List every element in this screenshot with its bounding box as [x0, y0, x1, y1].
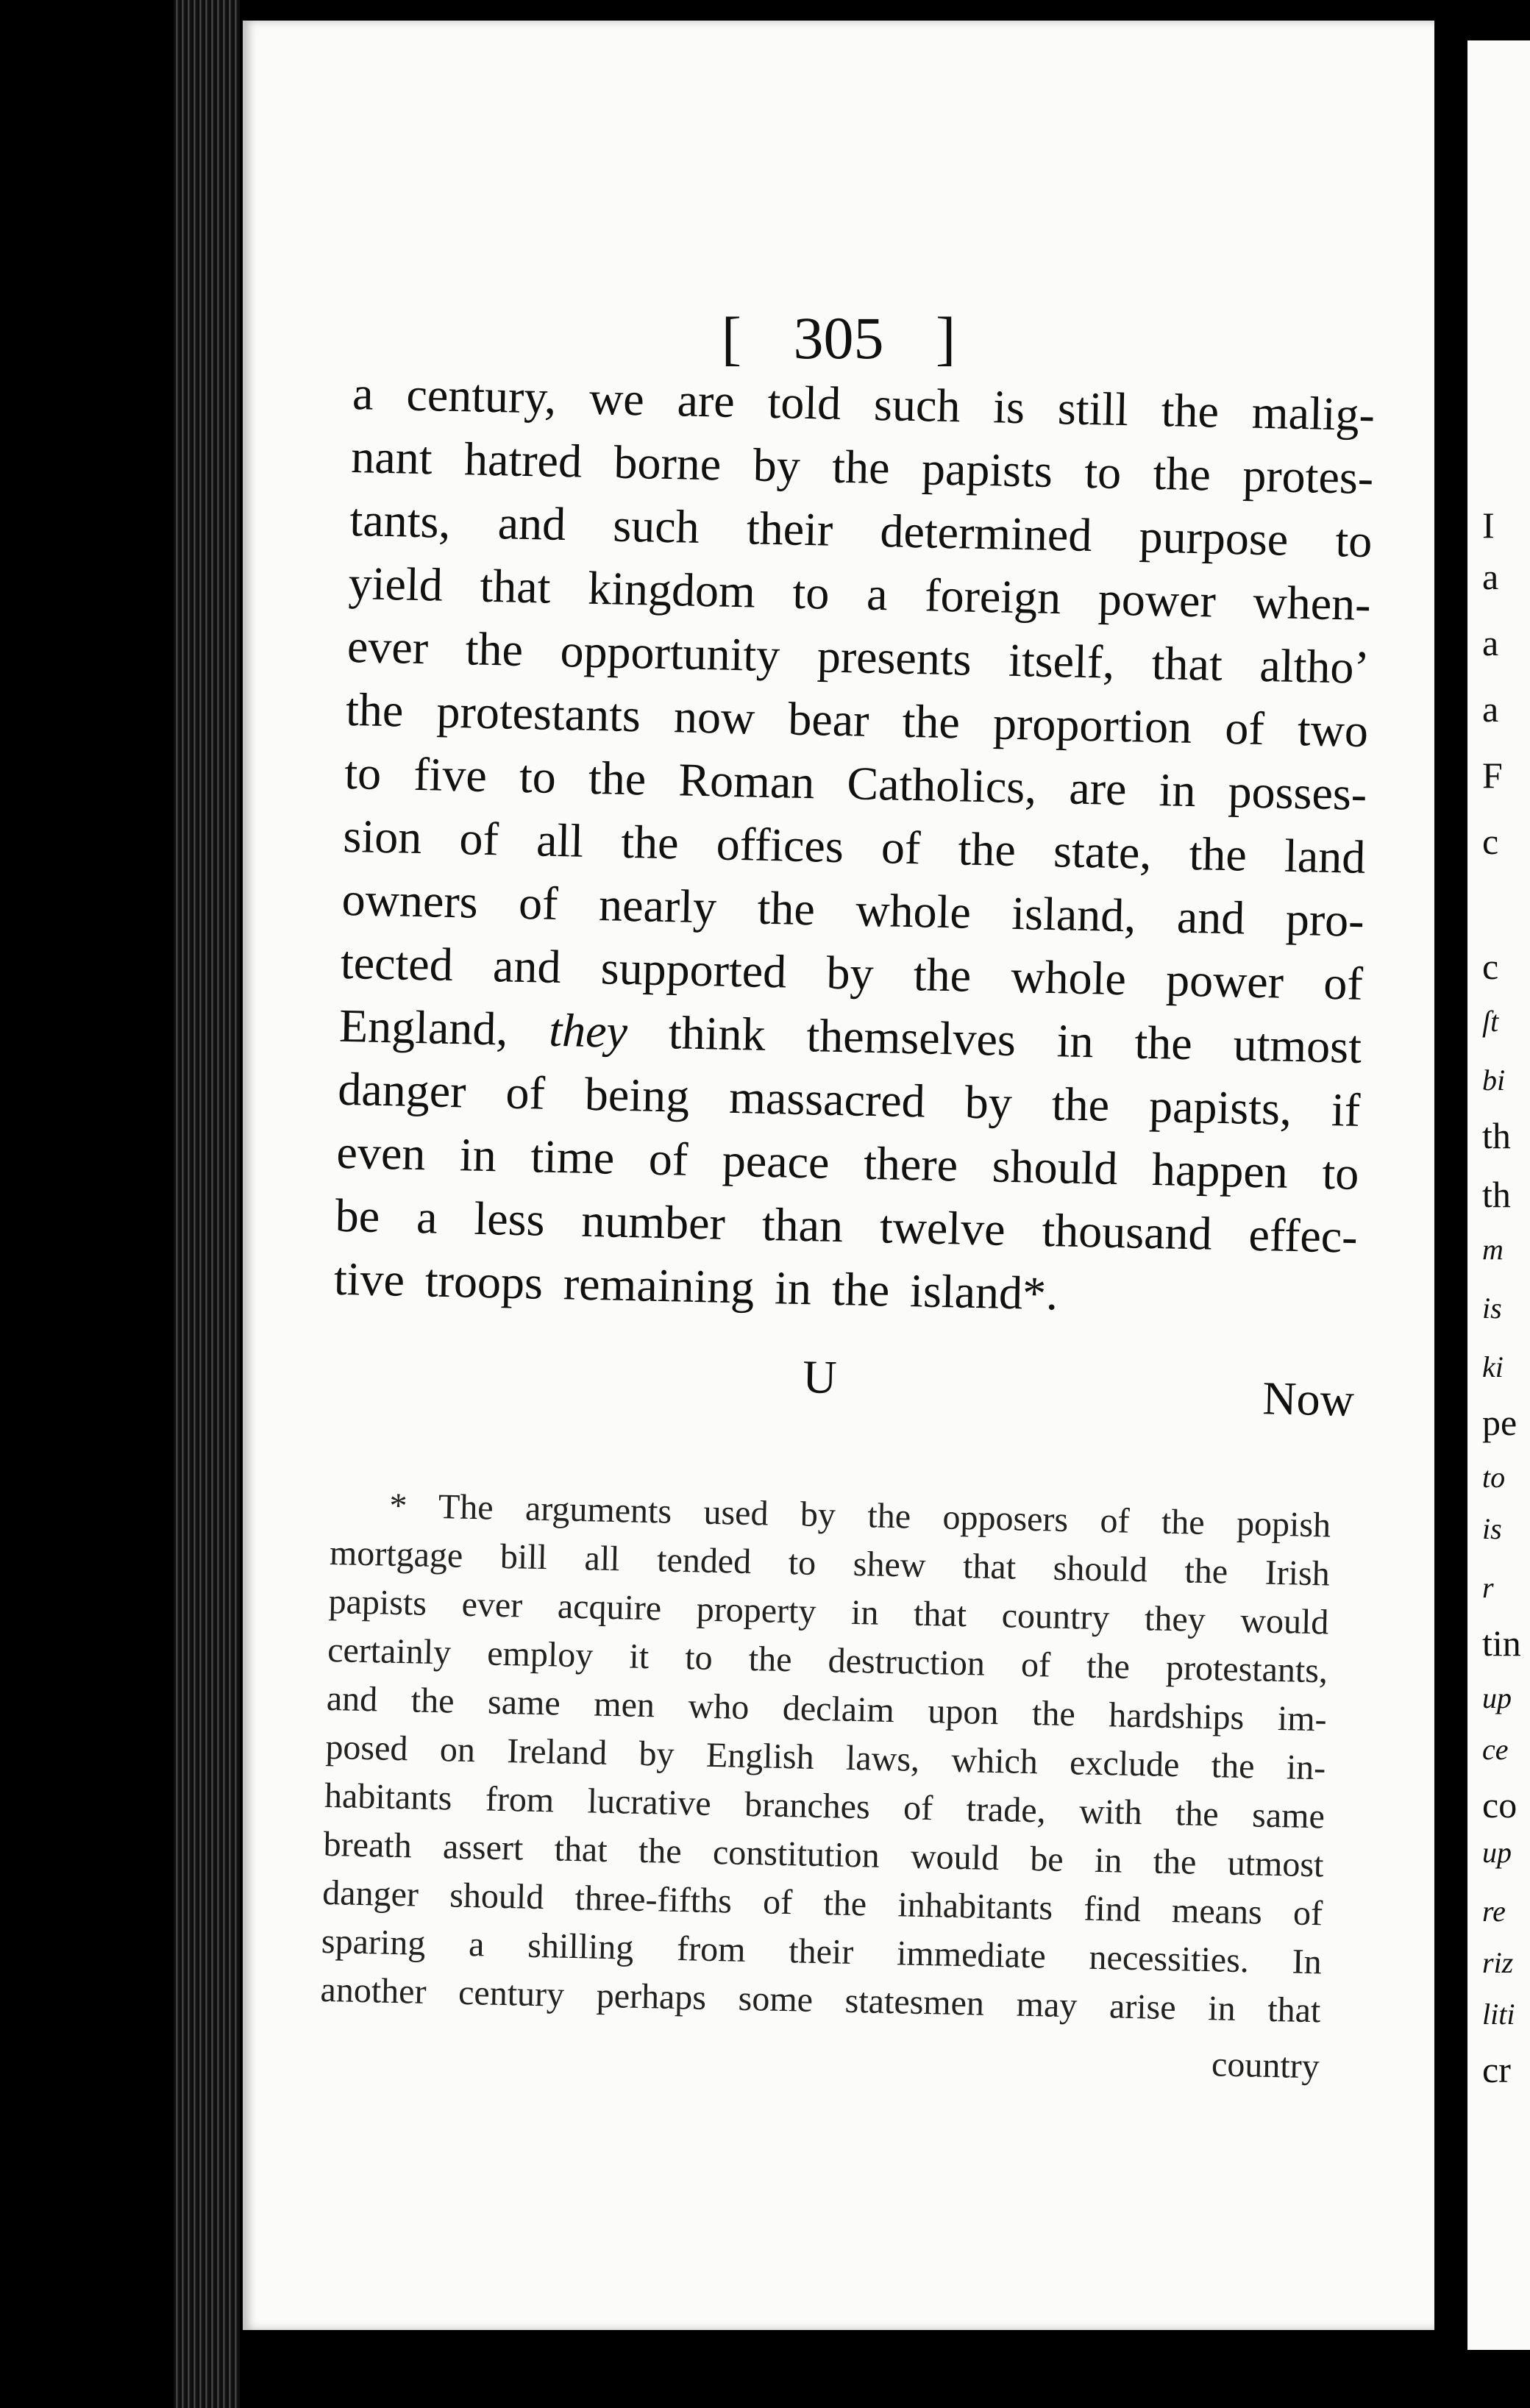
- body-line: even in time of peace there should happen to: [335, 1125, 1360, 1200]
- body-line: sion of all the offices of the state, the land: [342, 809, 1367, 883]
- facing-text-fragment: ki: [1482, 1350, 1504, 1383]
- facing-text-fragment: ſt: [1482, 1005, 1499, 1038]
- facing-text-fragment: th: [1482, 1174, 1511, 1215]
- facing-text-fragment: is: [1482, 1292, 1502, 1325]
- facing-text-fragment: c: [1482, 821, 1499, 862]
- body-line: a century, we are told such is still the malig-: [352, 366, 1376, 441]
- header-bracket-open: [: [721, 304, 741, 371]
- body-line: to five to the Roman Catholics, are in posses-: [344, 746, 1367, 820]
- facing-text-fragment: riz: [1482, 1946, 1514, 1979]
- italic-word: they: [548, 1003, 628, 1058]
- footnote-line: mortgage bill all tended to shew that should the Irish: [329, 1533, 1331, 1594]
- body-line-with-italic: [338, 999, 1362, 1075]
- facing-text-fragment: bi: [1482, 1064, 1506, 1097]
- footnote-line: habitants from lucrative branches of trade, with the same: [324, 1775, 1326, 1837]
- facing-text-fragment: a: [1482, 688, 1499, 730]
- facing-text-fragment: liti: [1482, 1998, 1515, 2031]
- footnote-catchword: country: [1211, 2045, 1320, 2087]
- facing-text-fragment: F: [1482, 755, 1503, 796]
- facing-text-fragment: co: [1482, 1784, 1517, 1825]
- facing-text-fragment: re: [1482, 1895, 1506, 1928]
- footnote-line: and the same men who declaim upon the hardships im-: [326, 1678, 1328, 1739]
- body-line: tected and supported by the whole power of: [340, 936, 1364, 1010]
- facing-text-fragment: a: [1482, 622, 1499, 663]
- body-line-start: England,: [338, 999, 550, 1056]
- body-line: nant hatred borne by the papists to the protes-: [350, 430, 1374, 505]
- page-number: 305: [793, 304, 884, 371]
- facing-text-fragment: up: [1482, 1681, 1512, 1714]
- catchword: Now: [1262, 1372, 1355, 1426]
- body-line: danger of being massacred by the papists, if: [337, 1062, 1361, 1136]
- facing-text-fragment: th: [1482, 1115, 1511, 1156]
- facing-text-fragment: ce: [1482, 1733, 1509, 1766]
- header-bracket-close: ]: [936, 304, 956, 371]
- footnote-line: certainly employ it to the destruction of the protestants,: [327, 1630, 1328, 1691]
- body-line-last: tive troops remaining in the island*.: [333, 1252, 1058, 1320]
- facing-text-fragment: cr: [1482, 2049, 1511, 2090]
- facing-text-fragment: to: [1482, 1461, 1506, 1494]
- facing-text-fragment: pe: [1482, 1402, 1517, 1443]
- footnote-line: * The arguments used by the opposers of the popish: [388, 1486, 1331, 1545]
- facing-text-fragment: m: [1482, 1233, 1504, 1266]
- facing-text-fragment: I: [1482, 505, 1495, 546]
- book-page: [243, 21, 1434, 2330]
- body-line: ever the opportunity presents itself, that altho’: [346, 619, 1370, 694]
- page-header: [243, 304, 1434, 373]
- body-line-end: think themselves in the utmost: [627, 1005, 1362, 1073]
- body-line: tants, and such their determined purpose to: [349, 493, 1373, 568]
- facing-text-fragment: a: [1482, 556, 1499, 597]
- body-text: [332, 366, 1376, 1426]
- footnote: [317, 1484, 1331, 2167]
- facing-page-edge: [1467, 40, 1530, 2350]
- footnote-line: sparing a shilling from their immediate necessities. In: [321, 1921, 1323, 1982]
- facing-text-fragment: r: [1482, 1571, 1494, 1604]
- facing-text-fragment: is: [1482, 1512, 1502, 1545]
- body-line: the protestants now bear the proportion of two: [345, 683, 1369, 757]
- body-line: owners of nearly the whole island, and pro-: [341, 872, 1365, 947]
- facing-text-fragment: tin: [1482, 1622, 1521, 1664]
- footnote-line: posed on Ireland by English laws, which exclude the in-: [324, 1727, 1326, 1788]
- facing-text-fragment: up: [1482, 1836, 1512, 1869]
- facing-text-fragment: c: [1482, 946, 1499, 987]
- body-line: yield that kingdom to a foreign power when-: [348, 556, 1372, 631]
- footnote-line: breath assert that the constitution would be in the utmost: [323, 1824, 1325, 1885]
- footnote-line: danger should three-fifths of the inhabitants find means of: [321, 1873, 1323, 1934]
- footnote-line: papists ever acquire property in that country they would: [328, 1581, 1329, 1642]
- footnote-line: another century perhaps some statesmen may arise in that: [320, 1970, 1321, 2031]
- body-line: be a less number than twelve thousand effec-: [335, 1189, 1359, 1263]
- signature-mark: U: [802, 1350, 838, 1404]
- book-page-edges: [174, 0, 240, 2408]
